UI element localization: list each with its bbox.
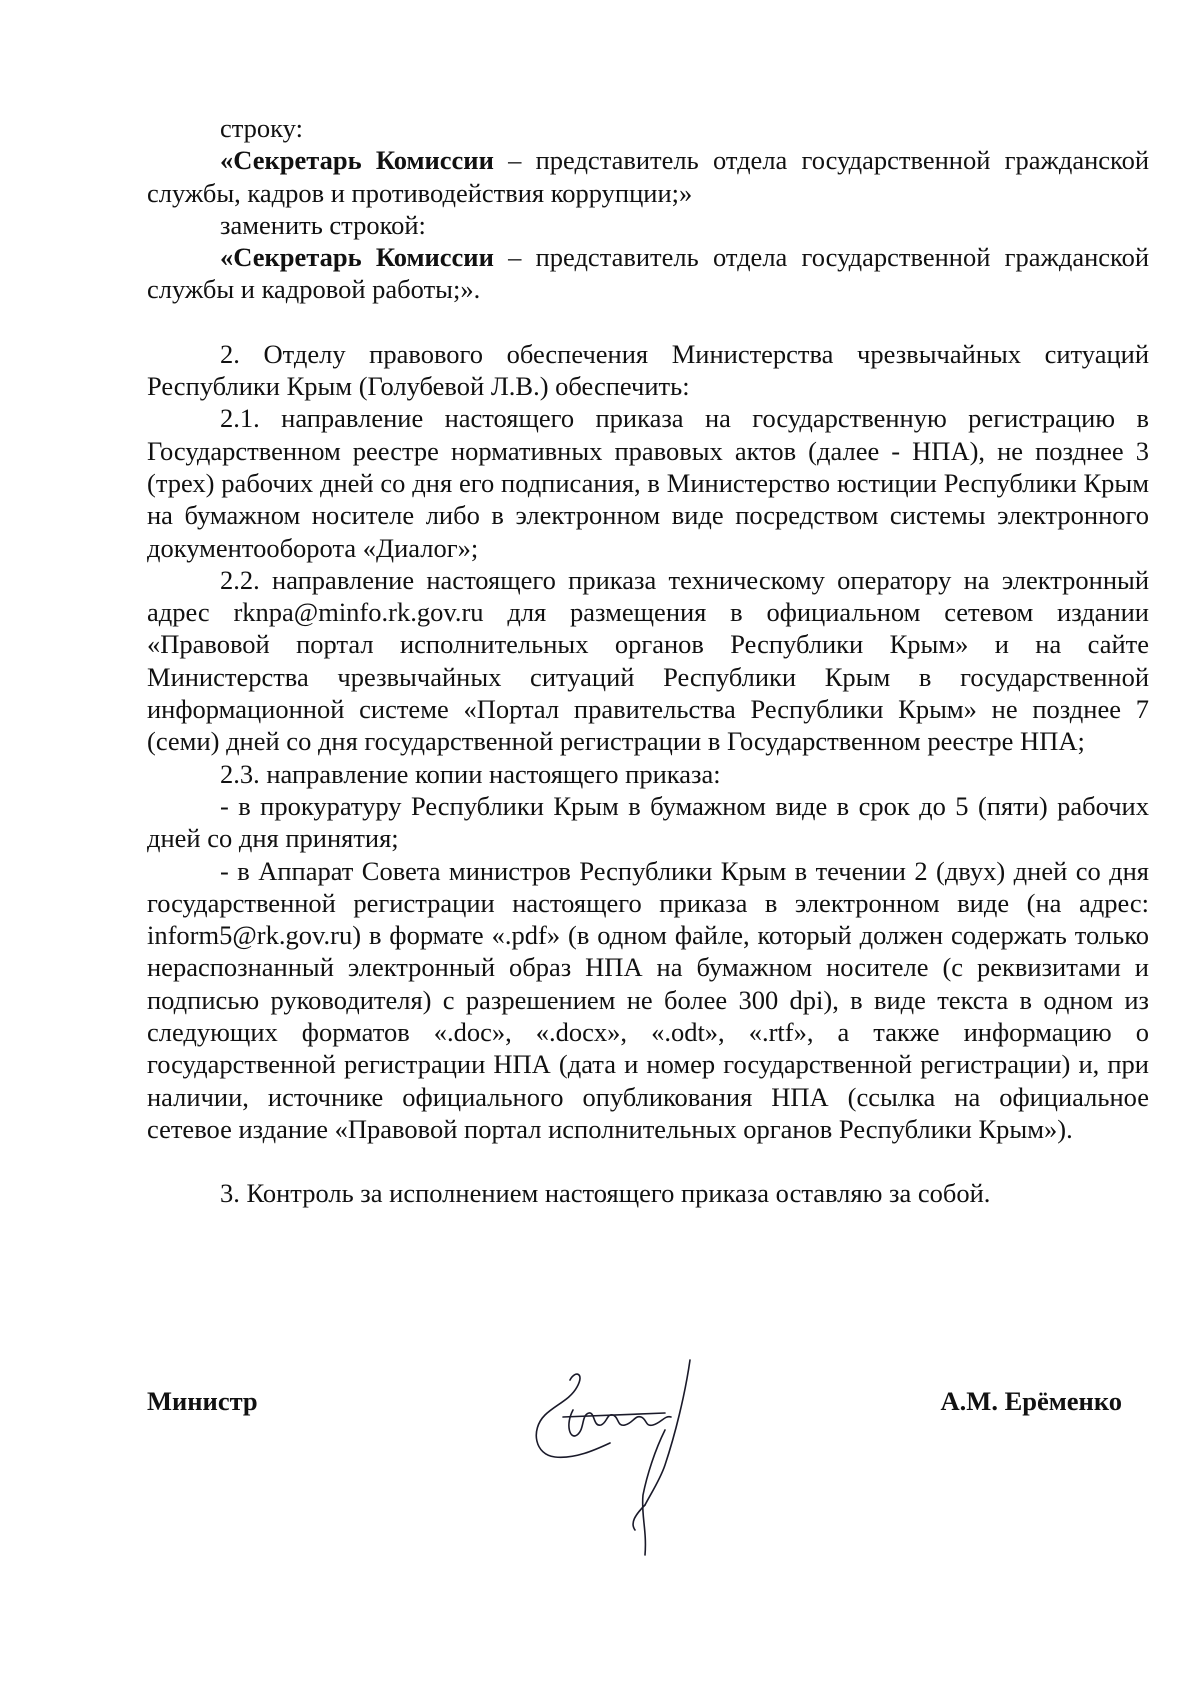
- quote1-rest: – представитель отдела государственной гражданской службы, кадров и противодействия коррупции;»: [147, 145, 1150, 208]
- handwritten-signature: [515, 1355, 745, 1585]
- quote2-bold: «Секретарь Комиссии: [220, 242, 494, 273]
- paragraph-item2-3: 2.3. направление копии настоящего приказа:: [220, 758, 721, 789]
- spacer: [147, 306, 1149, 338]
- paragraph-replace: заменить строкой:: [220, 209, 426, 240]
- spacer: [147, 1145, 1149, 1177]
- paragraph-item2-2: 2.2. направление настоящего приказа техническому оператору на электронный адрес rknpa@minfo.rk.gov.ru для размещения в официальном сетевом издании «Правовой портал исполнительных органов Республики Крым» и на сайте Министерства чрезвычайных ситуаций Республики Крым в государственной информационной системе «Портал правительства Республики Крым» не позднее 7 (семи) дней со дня государственной регистрации в Государственном реестре НПА;: [147, 564, 1149, 757]
- signer-name: А.М. Ерёменко: [940, 1386, 1122, 1416]
- document-body: [147, 112, 1149, 1210]
- paragraph-quote2: [147, 241, 1149, 306]
- position-title: Министр: [147, 1386, 258, 1416]
- paragraph-line1: строку:: [220, 113, 303, 143]
- paragraph-item2-1: 2.1. направление настоящего приказа на государственную регистрацию в Государственном реестре нормативных правовых актов (далее - НПА), не позднее 3 (трех) рабочих дней со дня его подписания, в Министерство юстиции Республики Крым на бумажном носителе либо в электронном виде посредством системы электронного документооборота «Диалог»;: [147, 403, 1149, 563]
- paragraph-bullet1: - в прокуратуру Республики Крым в бумажном виде в срок до 5 (пяти) рабочих дней со дня принятия;: [147, 790, 1149, 854]
- quote1-bold: «Секретарь Комиссии: [220, 145, 494, 176]
- paragraph-quote1: [147, 144, 1149, 209]
- paragraph-item2: 2. Отделу правового обеспечения Министерства чрезвычайных ситуаций Республики Крым (Голубевой Л.В.) обеспечить:: [147, 338, 1149, 402]
- quote2-rest: – представитель отдела государственной гражданской службы и кадровой работы;».: [147, 242, 1150, 305]
- paragraph-item3: 3. Контроль за исполнением настоящего приказа оставляю за собой.: [220, 1178, 991, 1209]
- paragraph-bullet2: - в Аппарат Совета министров Республики Крым в течении 2 (двух) дней со дня государственной регистрации настоящего приказа в электронном виде (на адрес: inform5@rk.gov.ru) в формате «.pdf» (в одном файле, который должен содержать только нераспознанный электронный образ НПА на бумажном носителе (с реквизитами и подписью руководителя) с разрешением не более 300 dpi), в виде текста в одном из следующих форматов «.doc», «.docx», «.odt», «.rtf», а также информацию о государственной регистрации НПА (дата и номер государственной регистрации) и, при наличии, источнике официального опубликования НПА (ссылка на официальное сетевое издание «Правовой портал исполнительных органов Республики Крым»).: [147, 855, 1149, 1144]
